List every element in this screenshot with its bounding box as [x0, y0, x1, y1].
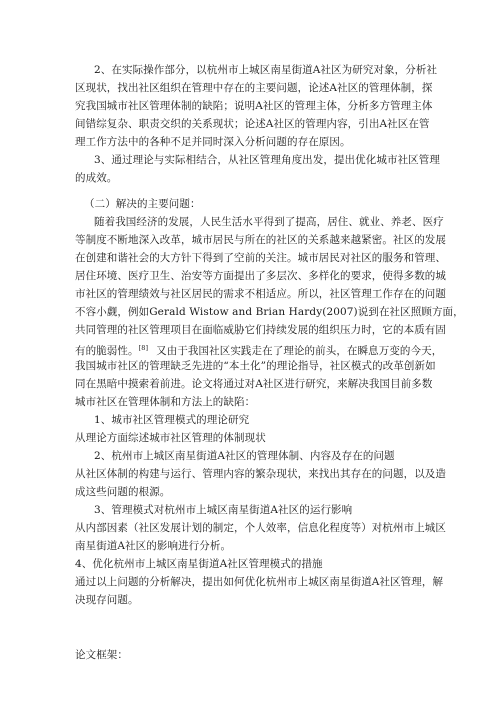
section-heading: 论文框架：	[75, 649, 128, 661]
text-line: 从内部因素（社区发展计划的制定，个人效率，信息化程度等）对杭州市上城区	[75, 522, 446, 534]
text-line: 在创建和谐社会的大方针下得到了空前的关注。城市居民对社区的服务和管理、	[75, 252, 446, 264]
text-line: 3、通过理论与实际相结合，从社区管理角度出发，提出优化城市社区管理	[94, 154, 440, 166]
text-span: 又由于我国社区实践走在了理论的前头，在瞬息万变的今天，	[156, 345, 443, 357]
text-line: 等制度不断地深入改革，城市居民与所在的社区的关系越来越紧密。社区的发展	[75, 234, 446, 246]
text-span: 有的脆弱性。	[75, 345, 139, 357]
text-line	[75, 341, 442, 358]
text-line: 不容小觑，例如Gerald Wistow and Brian Hardy(2007)说到在社区照顾方面，	[75, 306, 464, 318]
text-line: 我国城市社区的管理缺乏先进的“本土化”的理论指导，社区模式的改革创新如	[75, 360, 436, 372]
list-heading: 1、城市社区管理模式的理论研究	[94, 414, 250, 426]
text-line: 从理论方面综述城市社区管理的体制现状	[75, 432, 266, 444]
list-heading: 3、管理模式对杭州市上城区南星街道A社区的运行影响	[94, 504, 353, 516]
text-line: 间错综复杂、职责交织的关系现状；论述A社区的管理内容，引出A社区在管	[75, 118, 430, 130]
section-heading: （二）解决的主要问题：	[84, 198, 201, 210]
list-heading: 4、优化杭州市上城区南星街道A社区管理模式的措施	[75, 558, 323, 570]
text-line: 2、在实际操作部分，以杭州市上城区南星街道A社区为研究对象，分析社	[94, 64, 438, 76]
text-line: 城市社区在管理体制和方法上的缺陷：	[75, 396, 256, 408]
citation-marker: [8]	[138, 344, 149, 352]
text-line: 居住环境、医疗卫生、治安等方面提出了多层次、多样化的要求，使得多数的城	[75, 270, 446, 282]
text-line: 通过以上问题的分析解决，提出如何优化杭州市上城区南星街道A社区管理，解	[75, 576, 444, 588]
text-line: 共同管理的社区管理项目在面临威胁它们持续发展的组织压力时，它的本质有固	[75, 324, 446, 336]
text-line: 随着我国经济的发展，人民生活水平得到了提高，居住、就业、养老、医疗	[94, 216, 444, 228]
text-line: 同在黑暗中摸索着前进。论文将通过对A社区进行研究，来解决我国目前多数	[75, 378, 433, 390]
text-line: 从社区体制的构建与运行、管理内容的繁杂现状，来找出其存在的问题，以及造	[75, 468, 446, 480]
text-line: 南星街道A社区的影响进行分析。	[75, 540, 232, 552]
list-heading: 2、杭州市上城区南星街道A社区的管理体制、内容及存在的问题	[94, 450, 395, 462]
text-line: 理工作方法中的各种不足并同时深入分析问题的存在原因。	[75, 136, 351, 148]
text-line: 究我国城市社区管理体制的缺陷；说明A社区的管理主体，分析多方管理主体	[75, 100, 433, 112]
text-line: 决现存问题。	[75, 594, 139, 606]
text-line: 区现状，找出社区组织在管理中存在的主要问题，论述A社区的管理体制，探	[75, 82, 433, 94]
text-line: 市社区的管理绩效与社区居民的需求不相适应。所以，社区管理工作存在的问题	[75, 288, 446, 300]
text-line: 成这些问题的根源。	[75, 486, 171, 498]
text-line: 的成效。	[75, 172, 118, 184]
